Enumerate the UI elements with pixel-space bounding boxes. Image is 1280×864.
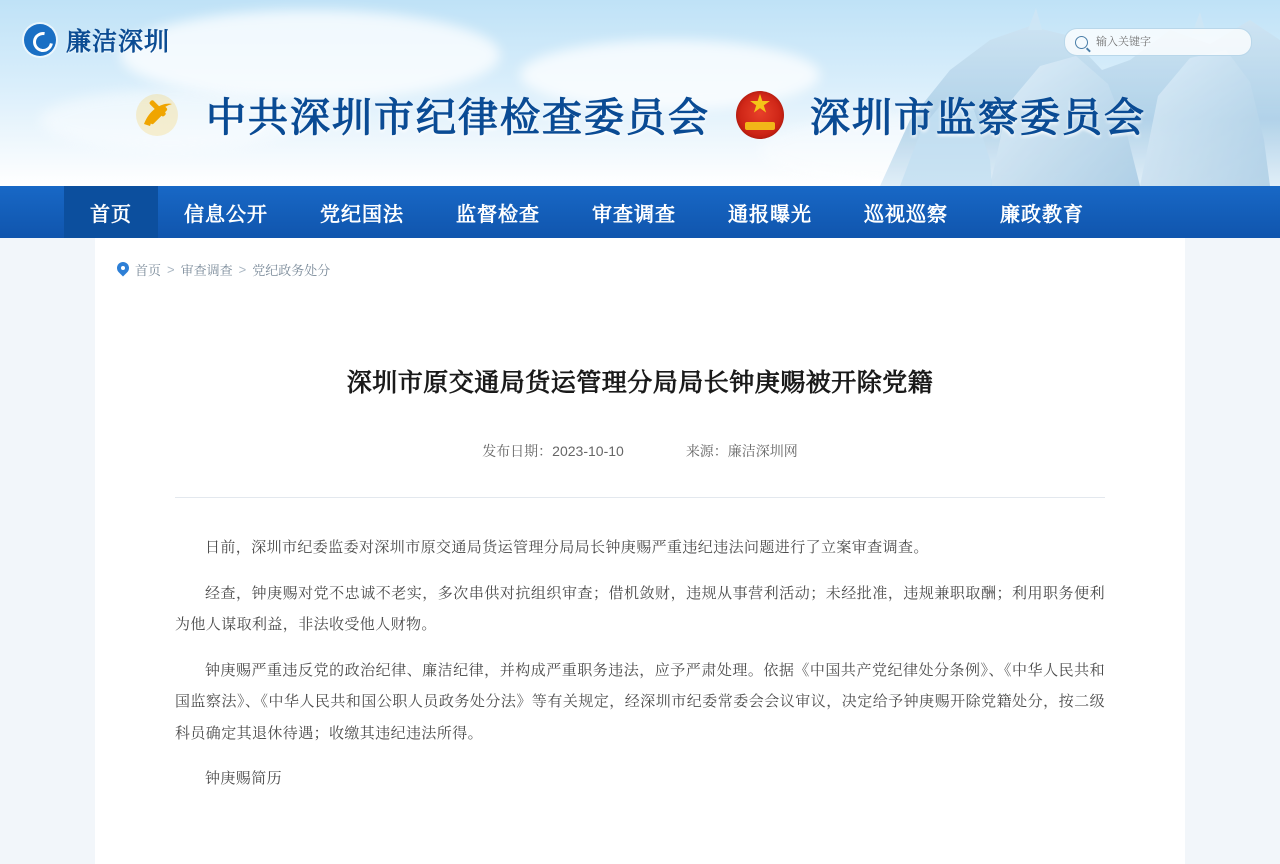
committee-title-right: 深圳市监察委员会 bbox=[810, 96, 1146, 140]
article-body bbox=[175, 532, 1105, 795]
breadcrumb-separator: > bbox=[238, 262, 247, 277]
nav-item-exposure[interactable]: 通报曝光 bbox=[728, 203, 812, 226]
page-body bbox=[0, 238, 1280, 864]
search-input[interactable] bbox=[1094, 35, 1218, 49]
hammer-sickle-icon bbox=[134, 92, 180, 138]
site-title-row bbox=[0, 86, 1280, 143]
site-logo[interactable] bbox=[24, 22, 170, 58]
nav-item-party-discipline-law[interactable]: 党纪国法 bbox=[320, 203, 404, 226]
breadcrumb-separator: > bbox=[167, 262, 175, 277]
breadcrumb-item-home[interactable]: 首页 bbox=[135, 263, 162, 278]
nav-item-home[interactable]: 首页 bbox=[64, 186, 158, 238]
nav-item-information-disclosure[interactable]: 信息公开 bbox=[184, 203, 268, 226]
nav-item-integrity-education[interactable]: 廉政教育 bbox=[1000, 203, 1084, 226]
circle-swirl-icon bbox=[24, 24, 56, 56]
site-logo-text: 廉洁深圳 bbox=[66, 28, 171, 56]
article-paragraph: 钟庚赐严重违反党的政治纪律、廉洁纪律，并构成严重职务违法，应予严肃处理。依据《中国共产党纪律处分条例》、《中华人民共和国监察法》、《中华人民共和国公职人员政务处分法》等有关规定，经深圳市纪委常委会会议审议，决定给予钟庚赐开除党籍处分，按二级科员确定其退休待遇；收缴其违纪违法所得。 bbox=[175, 661, 1105, 742]
search-icon bbox=[1075, 36, 1088, 49]
breadcrumb bbox=[95, 238, 1185, 297]
breadcrumb-item-current: 党纪政务处分 bbox=[252, 263, 331, 278]
nav-item-patrol[interactable]: 巡视巡察 bbox=[864, 203, 948, 226]
divider bbox=[175, 497, 1105, 498]
article-paragraph: 经查，钟庚赐对党不忠诚不老实，多次串供对抗组织审查；借机敛财，违规从事营利活动；未经批准，违规兼职取酬；利用职务便利为他人谋取利益，非法收受他人财物。 bbox=[175, 584, 1105, 633]
national-emblem-icon bbox=[736, 91, 784, 139]
committee-title-left: 中共深圳市纪律检查委员会 bbox=[206, 96, 710, 140]
location-pin-icon bbox=[117, 262, 129, 277]
article-paragraph: 日前，深圳市纪委监委对深圳市原交通局货运管理分局局长钟庚赐严重违纪违法问题进行了立案审查调查。 bbox=[205, 539, 929, 556]
article bbox=[95, 363, 1185, 795]
article-meta bbox=[175, 441, 1105, 461]
site-header bbox=[0, 0, 1280, 186]
main-navigation bbox=[0, 186, 1280, 238]
breadcrumb-item-investigation[interactable]: 审查调查 bbox=[180, 263, 233, 278]
nav-item-supervision-inspection[interactable]: 监督检查 bbox=[456, 203, 540, 226]
nav-item-investigation[interactable]: 审查调查 bbox=[592, 203, 676, 226]
article-paragraph: 钟庚赐简历 bbox=[205, 770, 283, 787]
article-source: 来源：廉洁深圳网 bbox=[685, 443, 798, 459]
publish-date: 发布日期：2023-10-10 bbox=[482, 443, 624, 459]
search-box[interactable] bbox=[1064, 28, 1252, 56]
content-card bbox=[95, 238, 1185, 864]
article-title: 深圳市原交通局货运管理分局局长钟庚赐被开除党籍 bbox=[346, 369, 934, 397]
